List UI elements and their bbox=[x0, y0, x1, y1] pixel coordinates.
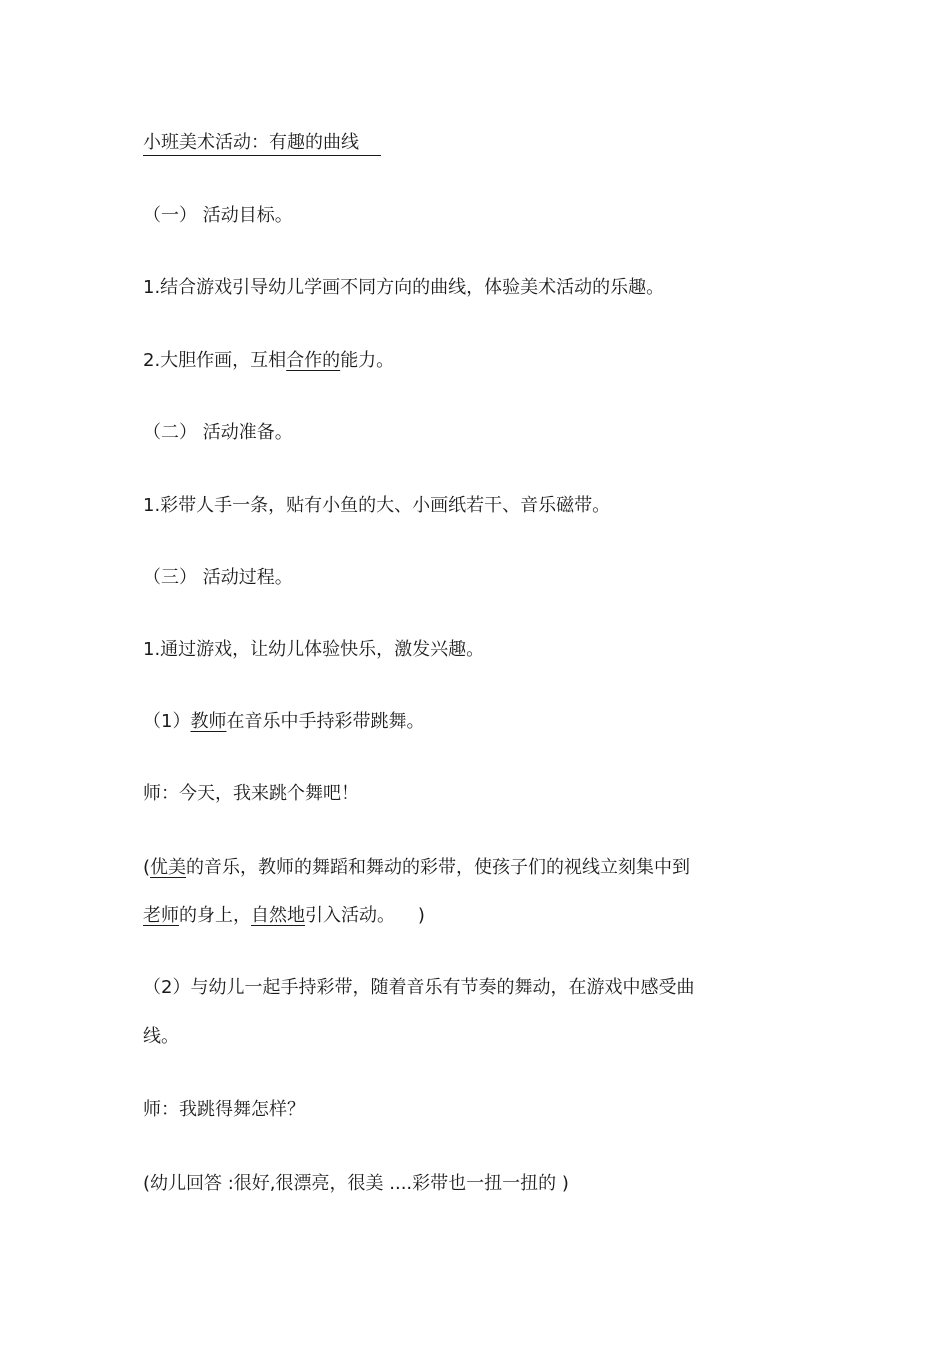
note-1-paren: ( bbox=[143, 857, 151, 878]
goal-2-underlined: 合作的 bbox=[286, 350, 341, 371]
section-heading-process: （三） 活动过程。 bbox=[143, 567, 293, 588]
section-heading-goals: （一） 活动目标。 bbox=[143, 205, 293, 226]
goal-item-1: 1.结合游戏引导幼儿学画不同方向的曲线，体验美术活动的乐趣。 bbox=[143, 277, 665, 298]
step-1-text: 在音乐中手持彩带跳舞。 bbox=[226, 711, 425, 732]
teacher-dialogue-1: 师：今天，我来跳个舞吧！ bbox=[143, 783, 359, 804]
child-answer: (幼儿回答 :很好,很漂亮，很美 ....彩带也一扭一扭的 ) bbox=[143, 1173, 569, 1194]
title-text: 小班美术活动：有趣的曲线 bbox=[143, 131, 381, 156]
step-1-number: （1） bbox=[143, 711, 191, 732]
note-1-underlined: 优美 bbox=[150, 857, 187, 878]
process-step-2-line-b: 线。 bbox=[143, 1026, 179, 1047]
note-1b-underlined-2: 自然地 bbox=[251, 905, 305, 926]
note-1b-underlined-1: 老师 bbox=[143, 905, 179, 926]
section-heading-preparation: （二） 活动准备。 bbox=[143, 422, 293, 443]
teacher-dialogue-2: 师：我跳得舞怎样？ bbox=[143, 1099, 305, 1120]
goal-2-text-start: 2.大胆作画，互相 bbox=[143, 350, 287, 371]
process-item-1: 1.通过游戏，让幼儿体验快乐，激发兴趣。 bbox=[143, 639, 485, 660]
step-1-underlined: 教师 bbox=[190, 711, 227, 732]
note-1-line-b bbox=[143, 903, 425, 929]
note-1b-end: 引入活动。 ) bbox=[305, 905, 425, 926]
prep-item-1: 1.彩带人手一条，贴有小鱼的大、小画纸若干、音乐磁带。 bbox=[143, 495, 611, 516]
goal-item-2 bbox=[143, 348, 394, 374]
process-step-2-line-a: （2）与幼儿一起手持彩带，随着音乐有节奏的舞动，在游戏中感受曲 bbox=[143, 977, 695, 998]
note-1-text: 的音乐，教师的舞蹈和舞动的彩带，使孩子们的视线立刻集中到 bbox=[186, 857, 691, 878]
note-1-line-a bbox=[143, 855, 690, 881]
process-step-1 bbox=[143, 709, 424, 735]
goal-2-text-end: 能力。 bbox=[340, 350, 395, 371]
note-1b-middle: 的身上， bbox=[179, 905, 251, 926]
document-title bbox=[143, 130, 381, 156]
